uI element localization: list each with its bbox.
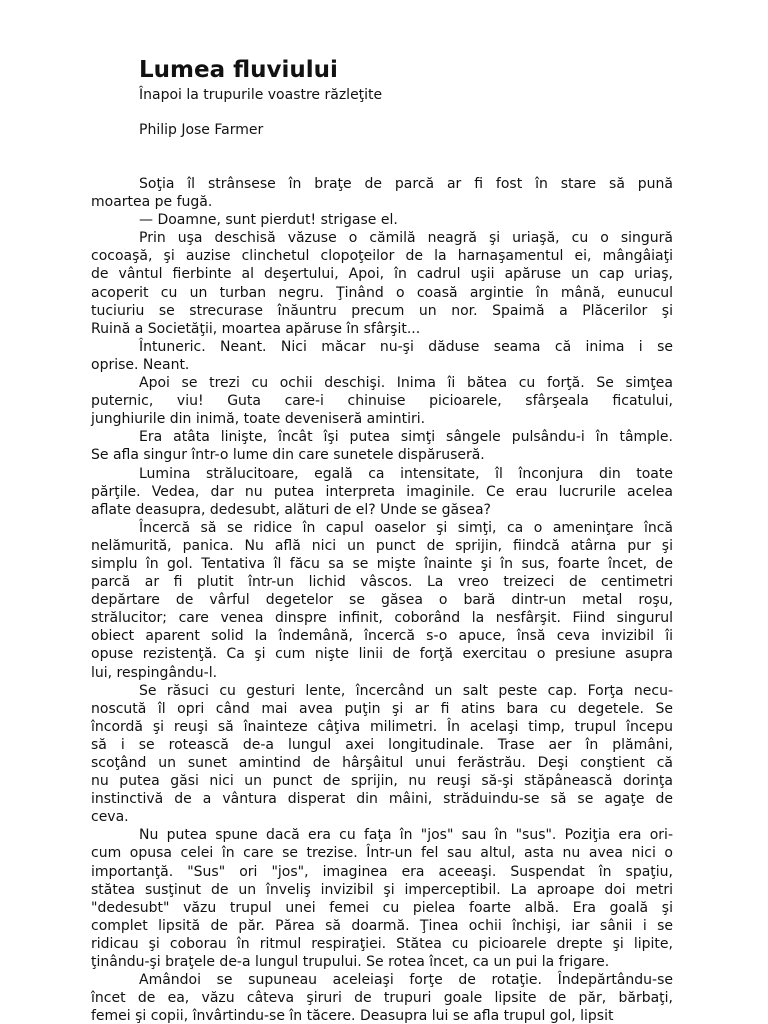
- document-title: Lumea fluviului: [139, 57, 338, 83]
- text-line: tuciuriu se strecurase înăuntru precum un nor. Spaimă a Plăcerilor şi: [91, 302, 673, 319]
- paragraph: [91, 465, 673, 519]
- text-line: ţinându-şi braţele de-a lungul trupului. Se rotea încet, ca un pui la frigare.: [91, 954, 610, 971]
- paragraph: [91, 374, 673, 428]
- text-line: stătea susţinut de un înveliş invizibil şi imperceptibil. La aproape doi metri: [91, 881, 673, 898]
- text-line: strălucitor; care venea dinspre infinit, coborând la nesfârşit. Fiind singurul: [91, 610, 673, 627]
- text-line: oprise. Neant.: [91, 356, 190, 373]
- paragraph: [91, 211, 673, 229]
- text-line: puternic, viu! Guta care-i chinuise picioarele, sfârşeala ficatului,: [91, 393, 673, 410]
- document-author: Philip Jose Farmer: [139, 122, 264, 138]
- text-line: parcă ar fi plutit într-un lichid vâscos. La vreo treizeci de centimetri: [91, 574, 673, 591]
- text-line: scoţând un sunet amintind de hârşâitul unui ferăstrău. Deşi conştient că: [91, 755, 673, 771]
- paragraph: [91, 428, 673, 464]
- paragraph: [91, 519, 673, 682]
- text-line: moartea pe fugă.: [91, 194, 213, 211]
- paragraph: [91, 826, 673, 971]
- text-line: depărtare de vârful degetelor se găsea o bară dintr-un metal roşu,: [91, 592, 673, 609]
- text-line: complet lipsită de păr. Părea să doarmă. Ţinea ochii închişi, iar sânii i se: [91, 917, 673, 934]
- text-line: nelămurită, panica. Nu află nici un punct de sprijin, fiindcă atârna pur şi: [91, 537, 673, 554]
- text-line: Soţia îl strânsese în braţe de parcă ar fi fost în stare să pună: [139, 176, 673, 192]
- document-body: [91, 175, 673, 1024]
- text-line: obiect aparent solid la îndemână, încercă s-o apuce, însă ceva invizibil îi: [91, 628, 673, 645]
- text-line: de vântul fierbinte al deşertului, Apoi, în cadrul uşii apăruse un cap uriaş,: [91, 266, 673, 283]
- text-line: — Doamne, sunt pierdut! strigase el.: [139, 212, 398, 229]
- text-line: părţile. Vedea, dar nu putea interpreta imaginile. Ce erau lucrurile acelea: [91, 483, 673, 500]
- text-line: Amândoi se supuneau aceleiaşi forţe de rotaţie. Îndepărtându-se: [139, 972, 673, 989]
- text-line: instinctivă de a vântura disperat din mâini, străduindu-se să se agaţe de: [91, 791, 673, 808]
- paragraph: [91, 682, 673, 827]
- text-line: Nu putea spune dacă era cu faţa în "jos" sau în "sus". Poziţia era ori-: [139, 827, 673, 844]
- text-line: Încercă să se ridice în capul oaselor şi simţi, ca o ameninţare încă: [139, 519, 673, 536]
- text-line: ceva.: [91, 809, 129, 826]
- text-line: încordă şi reuşi să înainteze câţiva milimetri. În acelaşi timp, trupul începu: [91, 718, 673, 735]
- text-line: Apoi se trezi cu ochii deschişi. Inima îi bătea cu forţă. Se simţea: [139, 375, 673, 392]
- text-line: acoperit cu un turban negru. Ţinând o coasă argintie în mână, eunucul: [91, 284, 673, 301]
- text-line: Prin uşa deschisă văzuse o cămilă neagră şi uriaşă, cu o singură: [139, 230, 673, 247]
- text-line: noscută îl opri când mai avea puţin şi ar fi atins bara cu degetele. Se: [91, 700, 673, 717]
- text-line: cum opusa celei în care se trezise. Într-un fel sau altul, asta nu avea nici o: [91, 845, 673, 862]
- text-line: ridicau şi coborau în ritmul respiraţiei. Stătea cu picioarele drepte şi lipite,: [91, 935, 673, 952]
- paragraph: [91, 229, 673, 338]
- paragraph: [91, 175, 673, 211]
- text-line: Lumina strălucitoare, egală ca intensitate, îl înconjura din toate: [139, 465, 673, 482]
- text-line: junghiurile din inimă, toate deveniseră amintiri.: [91, 411, 426, 428]
- text-line: simplu în gol. Tentativa îl făcu sa se mişte înainte şi în sus, foarte încet, de: [91, 555, 673, 572]
- text-line: Era atâta linişte, încât îşi putea simţi sângele pulsându-i în tâmple.: [139, 429, 673, 446]
- text-line: importanţă. "Sus" ori "jos", imaginea era aceeaşi. Suspendat în spaţiu,: [91, 863, 673, 880]
- text-line: Se răsuci cu gesturi lente, încercând un salt peste cap. Forţa necu-: [139, 682, 673, 699]
- text-line: "dedesubt" văzu trupul unei femei cu pielea foarte albă. Era goală şi: [91, 899, 673, 916]
- text-line: cocoaşă, şi auzise clinchetul clopoţeilor de la harnaşamentul ei, mângâiaţi: [91, 248, 673, 265]
- text-line: Ruină a Societăţii, moartea apăruse în sfârşit...: [91, 320, 421, 337]
- text-line: lui, respingându-l.: [91, 664, 218, 681]
- text-line: aflate deasupra, dedesubt, alături de el? Unde se găsea?: [91, 501, 491, 518]
- text-line: încet de ea, văzu câteva şiruri de trupuri goale lipsite de păr, bărbaţi,: [91, 990, 673, 1007]
- text-line: să i se rotească de-a lungul axei longitudinale. Trase aer în plămâni,: [91, 736, 673, 753]
- text-line: femei şi copii, învârtindu-se în tăcere. Deasupra lui se afla trupul gol, lipsit: [91, 1008, 614, 1024]
- document-subtitle: Înapoi la trupurile voastre răzleţite: [139, 87, 383, 103]
- paragraph: [91, 971, 673, 1024]
- paragraph: [91, 338, 673, 374]
- text-line: opuse rezistenţă. Ca şi cum nişte linii de forţă exercitau o presiune asupra: [91, 646, 673, 663]
- text-line: Întuneric. Neant. Nici măcar nu-şi dăduse seama că inima i se: [139, 338, 673, 355]
- text-line: Se afla singur într-o lume din care sunetele dispăruseră.: [91, 447, 485, 464]
- text-line: nu putea găsi nici un punct de sprijin, nu reuşi să-şi stăpânească dorinţa: [91, 773, 673, 790]
